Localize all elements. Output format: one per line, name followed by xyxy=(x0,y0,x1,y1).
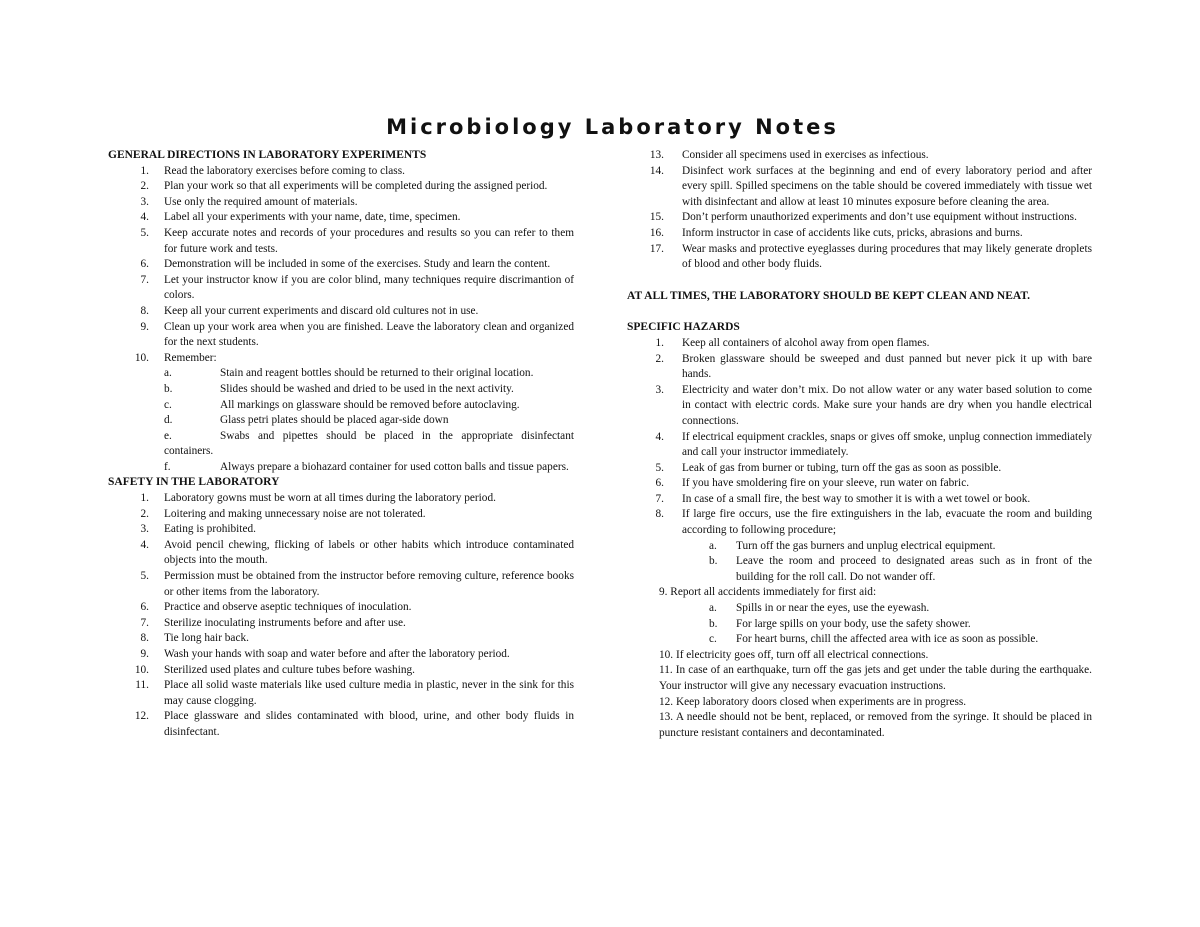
item-text: Place all solid waste materials like used culture media in plastic, never in the sink for this may cause clogging. xyxy=(164,679,574,707)
item-text: Sterilized used plates and culture tubes before washing. xyxy=(164,663,415,676)
sub-list-item xyxy=(627,601,1092,617)
item-text: If electrical equipment crackles, snaps or gives off smoke, unplug connection immediately and call your instructor immediately. xyxy=(682,430,1092,459)
item-letter: e. xyxy=(164,429,172,442)
sub-list-item xyxy=(627,617,1092,633)
item-number: 9. xyxy=(140,648,149,660)
item-number: 8. xyxy=(140,304,149,317)
item-number: 7. xyxy=(655,492,664,505)
list-item xyxy=(627,507,1092,538)
sub-list-item xyxy=(627,554,1092,585)
item-text: If you have smoldering fire on your sleeve, run water on fabric. xyxy=(682,477,970,490)
list-item xyxy=(108,164,574,180)
item-number: 5. xyxy=(140,570,149,583)
item-number: 13. xyxy=(649,149,664,161)
list-item xyxy=(627,476,1092,492)
hazard-item-9: 9. Report all accidents immediately for first aid: xyxy=(659,586,877,599)
item-number: 7. xyxy=(140,273,149,286)
item-number: 2. xyxy=(140,180,149,193)
item-text: Spills in or near the eyes, use the eyewash. xyxy=(736,602,930,615)
item-number: 5. xyxy=(140,226,149,239)
list-item xyxy=(108,257,574,273)
list-item xyxy=(108,491,574,507)
item-number: 12. xyxy=(134,710,149,723)
list-item: 12. Keep laboratory doors closed when experiments are in progress. xyxy=(659,695,967,708)
item-text: Broken glassware should be sweeped and dust panned but never pick it up with bare hands. xyxy=(682,352,1092,381)
item-letter: c. xyxy=(164,398,172,411)
item-text: If large fire occurs, use the fire extinguishers in the lab, evacuate the room and building according to following procedure; xyxy=(682,508,1092,537)
list-item xyxy=(627,336,1092,352)
item-text: Don’t perform unauthorized experiments and don’t use equipment without instructions. xyxy=(682,211,1077,224)
item-text: Practice and observe aseptic techniques of inoculation. xyxy=(164,601,412,614)
item-number: 6. xyxy=(140,601,149,614)
list-item xyxy=(627,148,1092,164)
item-text: Leave the room and proceed to designated areas such as in front of the building for the roll call. Do not wander off. xyxy=(736,555,1092,583)
item-text: For heart burns, chill the affected area with ice as soon as possible. xyxy=(736,633,1039,646)
remember-sublist xyxy=(108,366,574,475)
item-letter: a. xyxy=(164,367,172,380)
list-item xyxy=(108,320,574,351)
item-number: 6. xyxy=(655,477,664,490)
clean-notice: AT ALL TIMES, THE LABORATORY SHOULD BE KEPT CLEAN AND NEAT. xyxy=(627,289,1031,302)
list-item xyxy=(108,600,574,616)
item-number: c. xyxy=(709,633,717,646)
item-letter: d. xyxy=(164,414,173,427)
item-text: Stain and reagent bottles should be returned to their original location. xyxy=(220,367,534,380)
item-text: Keep all your current experiments and discard old cultures not in use. xyxy=(164,304,479,317)
item-number: 11. xyxy=(135,679,149,692)
left-column xyxy=(108,148,574,741)
item-text: Use only the required amount of materials. xyxy=(164,195,358,208)
list-item xyxy=(108,678,574,709)
sub-list-item xyxy=(108,460,574,476)
first-aid-sublist xyxy=(627,601,1092,648)
sub-list-item xyxy=(627,632,1092,648)
item-number: 6. xyxy=(140,258,149,271)
item-number: 4. xyxy=(140,538,149,551)
list-item xyxy=(108,179,574,195)
item-number: a. xyxy=(709,602,717,615)
item-text: For large spills on your body, use the safety shower. xyxy=(736,617,971,630)
general-directions-heading: GENERAL DIRECTIONS IN LABORATORY EXPERIMENTS xyxy=(108,149,427,161)
list-item xyxy=(108,507,574,523)
page-title: Microbiology Laboratory Notes xyxy=(386,115,839,139)
list-item xyxy=(108,538,574,569)
safety-list-continued xyxy=(627,148,1092,273)
item-number: b. xyxy=(709,617,718,630)
item-number: 3. xyxy=(140,195,149,208)
item-text: Plan your work so that all experiments will be completed during the assigned period. xyxy=(164,180,548,193)
item-number: 3. xyxy=(655,383,664,396)
list-item xyxy=(627,352,1092,383)
list-item xyxy=(627,461,1092,477)
item-number: 16. xyxy=(649,226,664,239)
sub-list-item xyxy=(108,382,574,398)
list-item xyxy=(108,663,574,679)
item-text: Place glassware and slides contaminated with blood, urine, and other body fluids in disinfectant. xyxy=(164,710,574,738)
item-text: Eating is prohibited. xyxy=(164,523,256,536)
list-item xyxy=(627,242,1092,273)
item-text: Let your instructor know if you are color blind, many techniques require discrimantion of colors. xyxy=(164,273,574,302)
item-text: Sterilize inoculating instruments before and after use. xyxy=(164,616,406,629)
item-number: 1. xyxy=(140,164,149,177)
item-text: Tie long hair back. xyxy=(164,632,249,645)
item-number: 15. xyxy=(649,211,664,224)
item-text: Loitering and making unnecessary noise are not tolerated. xyxy=(164,507,426,520)
item-text: Laboratory gowns must be worn at all times during the laboratory period. xyxy=(164,492,496,505)
list-item xyxy=(108,569,574,600)
sub-list-item xyxy=(627,539,1092,555)
item-text: Permission must be obtained from the instructor before removing culture, reference books or other items from the laboratory. xyxy=(164,570,574,598)
item-number: 2. xyxy=(140,507,149,520)
list-item xyxy=(108,709,574,740)
item-number: 14. xyxy=(649,164,664,177)
item-letter: f. xyxy=(164,460,171,473)
item-text: Glass petri plates should be placed agar-side down xyxy=(220,414,449,427)
list-item xyxy=(108,273,574,304)
list-item xyxy=(108,647,574,663)
item-number: 4. xyxy=(655,430,664,443)
item-text: Leak of gas from burner or tubing, turn off the gas as soon as possible. xyxy=(682,461,1002,474)
sub-list-item xyxy=(108,413,574,429)
item-number: 2. xyxy=(655,352,664,365)
item-number: 7. xyxy=(140,616,149,629)
item-text: Electricity and water don’t mix. Do not allow water or any water based solution to come in contact with electric cords. Make sure your hands are dry when you handle electrical connections. xyxy=(682,383,1092,427)
item-number: 10. xyxy=(134,663,149,676)
item-number: 4. xyxy=(140,211,149,224)
list-item xyxy=(627,164,1092,211)
item-text: All markings on glassware should be removed before autoclaving. xyxy=(220,398,520,411)
list-item xyxy=(108,226,574,257)
sub-list-item xyxy=(108,398,574,414)
list-item xyxy=(108,351,574,367)
hazards-tail-list xyxy=(627,648,1092,742)
list-item xyxy=(627,383,1092,430)
item-text: Turn off the gas burners and unplug electrical equipment. xyxy=(736,539,996,552)
item-number: 3. xyxy=(140,523,149,536)
item-text: In case of a small fire, the best way to smother it is with a wet towel or book. xyxy=(682,492,1031,505)
list-item xyxy=(627,210,1092,226)
item-text: Demonstration will be included in some of the exercises. Study and learn the content. xyxy=(164,258,551,271)
item-text: Clean up your work area when you are finished. Leave the laboratory clean and organized for the next students. xyxy=(164,320,574,349)
safety-heading: SAFETY IN THE LABORATORY xyxy=(108,476,280,489)
item-number: 1. xyxy=(655,336,664,349)
item-number: 1. xyxy=(140,492,149,505)
item-text: Disinfect work surfaces at the beginning and end of every laboratory period and after every spill. Spilled specimens on the table should be covered immediately with tissue wet with disinfectant and allow at least 10 minutes exposure before cleaning the area. xyxy=(682,164,1092,208)
list-item xyxy=(108,616,574,632)
item-number: 17. xyxy=(649,242,664,255)
item-text: Label all your experiments with your name, date, time, specimen. xyxy=(164,211,461,224)
right-column xyxy=(627,148,1092,741)
item-text: Keep accurate notes and records of your procedures and results so you can refer to them for future work and tests. xyxy=(164,226,574,255)
sub-list-item xyxy=(108,429,574,460)
item-text: Consider all specimens used in exercises as infectious. xyxy=(682,149,929,161)
list-item: 10. If electricity goes off, turn off all electrical connections. xyxy=(659,648,929,661)
item-number: 9. xyxy=(140,320,149,333)
specific-hazards-heading: SPECIFIC HAZARDS xyxy=(627,321,740,334)
item-text: Inform instructor in case of accidents like cuts, pricks, abrasions and burns. xyxy=(682,226,1023,239)
list-item xyxy=(627,492,1092,508)
list-item xyxy=(627,226,1092,242)
fire-procedure-sublist xyxy=(627,539,1092,586)
list-item: 13. A needle should not be bent, replaced, or removed from the syringe. It should be placed in puncture resistant containers and decontaminated. xyxy=(659,711,1092,739)
item-number: 8. xyxy=(655,508,664,521)
item-text: Keep all containers of alcohol away from open flames. xyxy=(682,336,930,349)
item-number: b. xyxy=(709,555,718,568)
item-text: Wear masks and protective eyeglasses during procedures that may likely generate droplets of blood and other body fluids. xyxy=(682,242,1092,271)
hazards-list xyxy=(627,336,1092,539)
list-item: 11. In case of an earthquake, turn off the gas jets and get under the table during the earthquake. Your instructor will give any necessary evacuation instructions. xyxy=(659,664,1092,692)
item-number: 5. xyxy=(655,461,664,474)
general-directions-list xyxy=(108,164,574,367)
list-item xyxy=(108,631,574,647)
item-text: Slides should be washed and dried to be used in the next activity. xyxy=(220,382,514,395)
sub-list-item xyxy=(108,366,574,382)
item-number: 10. xyxy=(134,351,149,364)
item-text: Remember: xyxy=(164,351,217,364)
list-item xyxy=(108,210,574,226)
item-number: 8. xyxy=(140,632,149,645)
item-text: Swabs and pipettes should be placed in the appropriate disinfectant containers. xyxy=(164,429,574,458)
item-text: Wash your hands with soap and water before and after the laboratory period. xyxy=(164,648,510,660)
item-text: Read the laboratory exercises before coming to class. xyxy=(164,164,405,177)
item-text: Avoid pencil chewing, flicking of labels or other habits which introduce contaminated objects into the mouth. xyxy=(164,538,574,567)
item-text: Always prepare a biohazard container for used cotton balls and tissue papers. xyxy=(220,460,569,473)
list-item xyxy=(108,195,574,211)
list-item xyxy=(108,522,574,538)
item-number: a. xyxy=(709,539,717,552)
list-item xyxy=(108,304,574,320)
list-item xyxy=(627,430,1092,461)
item-letter: b. xyxy=(164,382,173,395)
safety-list xyxy=(108,491,574,741)
